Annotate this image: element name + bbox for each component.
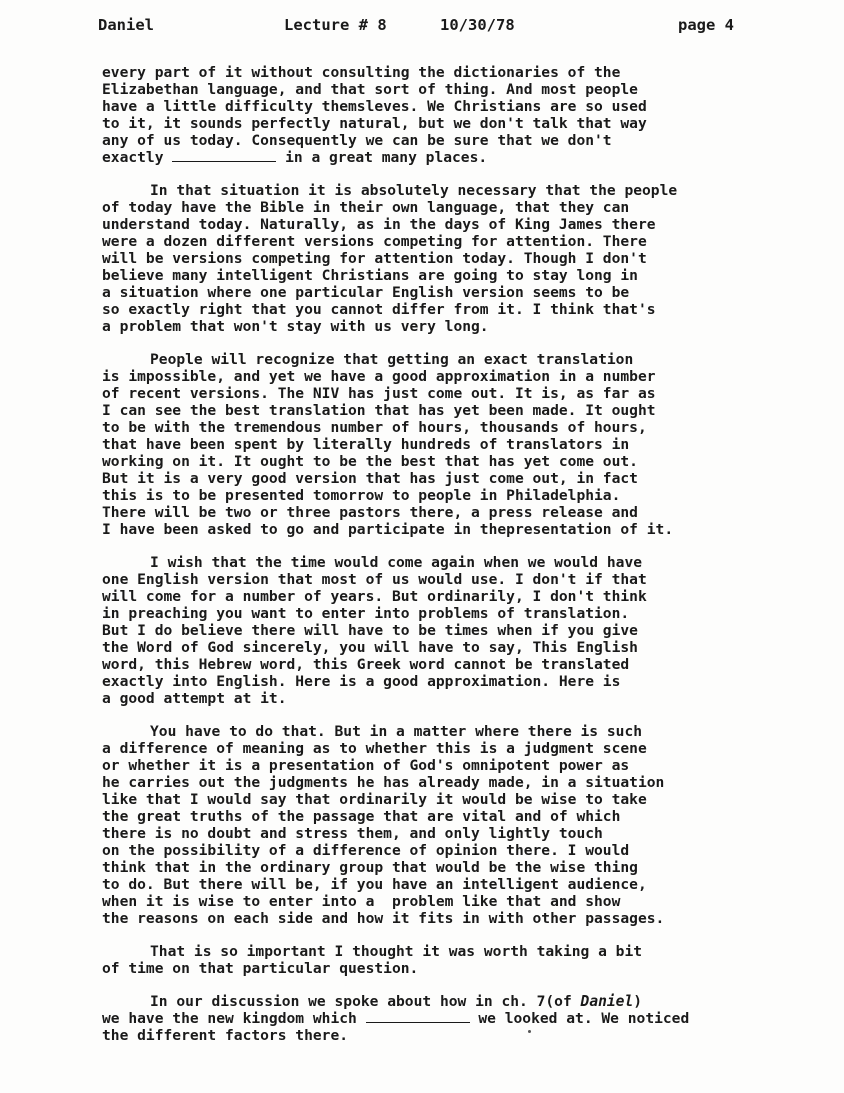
text-line: working on it. It ought to be the best that has yet come out. [102, 453, 638, 470]
text-fragment: we have the new kingdom which [102, 1010, 366, 1027]
paragraph-4 [102, 554, 782, 707]
text-line: But I do believe there will have to be times when if you give [102, 622, 638, 639]
text-line: on the possibility of a difference of opinion there. I would [102, 842, 630, 859]
paragraph-7 [102, 993, 782, 1044]
text-line: of recent versions. The NIV has just come out. It is, as far as [102, 385, 656, 402]
paragraph-5 [102, 723, 782, 927]
paragraph-1 [102, 64, 782, 166]
page-header [96, 16, 756, 40]
text-fragment: ) [633, 993, 643, 1010]
lecture-body [102, 64, 782, 1060]
text-line: But it is a very good version that has just come out, in fact [102, 470, 638, 487]
text-line: will be versions competing for attention today. Though I don't [102, 250, 647, 267]
text-fragment: we looked at. We noticed [469, 1010, 690, 1027]
text-line: when it is wise to enter into a problem like that and show [102, 893, 621, 910]
text-fragment: In our discussion we spoke about how in ch. 7(of [150, 993, 581, 1010]
text-line: to it, it sounds perfectly natural, but we don't talk that way [102, 115, 647, 132]
text-line: I can see the best translation that has yet been made. It ought [102, 402, 656, 419]
text-line: In that situation it is absolutely necessary that the people [150, 182, 678, 199]
fill-in-blank [366, 1010, 470, 1023]
text-line: There will be two or three pastors there, a press release and [102, 504, 638, 521]
text-line: were a dozen different versions competing for attention. There [102, 233, 647, 250]
text-line: to do. But there will be, if you have an intelligent audience, [102, 876, 647, 893]
header-date: 10/30/78 [440, 16, 515, 34]
text-line: there is no doubt and stress them, and only lightly touch [102, 825, 603, 842]
text-line: or whether it is a presentation of God's omnipotent power as [102, 757, 630, 774]
text-line-with-italic [102, 993, 782, 1010]
fill-in-blank [172, 149, 276, 162]
paragraph-3 [102, 351, 782, 538]
text-line: the different factors there. [102, 1027, 349, 1044]
text-line: of time on that particular question. [102, 960, 419, 977]
text-line: in preaching you want to enter into problems of translation. [102, 605, 630, 622]
header-book-title: Daniel [98, 16, 154, 34]
text-line: that have been spent by literally hundreds of translators in [102, 436, 630, 453]
text-line: every part of it without consulting the dictionaries of the [102, 64, 621, 81]
text-line: he carries out the judgments he has already made, in a situation [102, 774, 665, 791]
text-line: the Word of God sincerely, you will have to say, This English [102, 639, 638, 656]
text-line: That is so important I thought it was worth taking a bit [150, 943, 643, 960]
text-line: will come for a number of years. But ordinarily, I don't think [102, 588, 647, 605]
text-line: this is to be presented tomorrow to people in Philadelphia. [102, 487, 621, 504]
text-fragment: in a great many places. [276, 149, 488, 166]
paragraph-2 [102, 182, 782, 335]
text-line: exactly into English. Here is a good approximation. Here is [102, 673, 621, 690]
text-line: believe many intelligent Christians are going to stay long in [102, 267, 638, 284]
text-line: one English version that most of us would use. I don't if that [102, 571, 647, 588]
text-line: understand today. Naturally, as in the days of King James there [102, 216, 656, 233]
text-line: of today have the Bible in their own language, that they can [102, 199, 630, 216]
text-line: a situation where one particular English version seems to be [102, 284, 630, 301]
text-line: I have been asked to go and participate in thepresentation of it. [102, 521, 674, 538]
text-line: People will recognize that getting an exact translation [150, 351, 634, 368]
text-line: like that I would say that ordinarily it would be wise to take [102, 791, 647, 808]
paragraph-6 [102, 943, 782, 977]
text-line: any of us today. Consequently we can be sure that we don't [102, 132, 612, 149]
text-line: word, this Hebrew word, this Greek word cannot be translated [102, 656, 630, 673]
stray-mark [528, 1030, 531, 1033]
text-line: think that in the ordinary group that would be the wise thing [102, 859, 638, 876]
header-lecture-number: Lecture # 8 [284, 16, 387, 34]
text-line: to be with the tremendous number of hours, thousands of hours, [102, 419, 647, 436]
text-fragment: exactly [102, 149, 173, 166]
header-page-number: page 4 [678, 16, 734, 34]
text-line: is impossible, and yet we have a good approximation in a number [102, 368, 656, 385]
text-line-with-blank [102, 149, 782, 166]
text-line: Elizabethan language, and that sort of thing. And most people [102, 81, 638, 98]
text-line: I wish that the time would come again when we would have [150, 554, 643, 571]
book-title-italic: Daniel [580, 993, 634, 1010]
text-line: so exactly right that you cannot differ from it. I think that's [102, 301, 656, 318]
text-line: a good attempt at it. [102, 690, 287, 707]
text-line: You have to do that. But in a matter where there is such [150, 723, 643, 740]
text-line-with-blank [102, 1010, 782, 1027]
text-line: a difference of meaning as to whether this is a judgment scene [102, 740, 647, 757]
text-line: a problem that won't stay with us very long. [102, 318, 489, 335]
text-line: have a little difficulty themsleves. We Christians are so used [102, 98, 647, 115]
text-line: the reasons on each side and how it fits in with other passages. [102, 910, 665, 927]
text-line: the great truths of the passage that are vital and of which [102, 808, 621, 825]
